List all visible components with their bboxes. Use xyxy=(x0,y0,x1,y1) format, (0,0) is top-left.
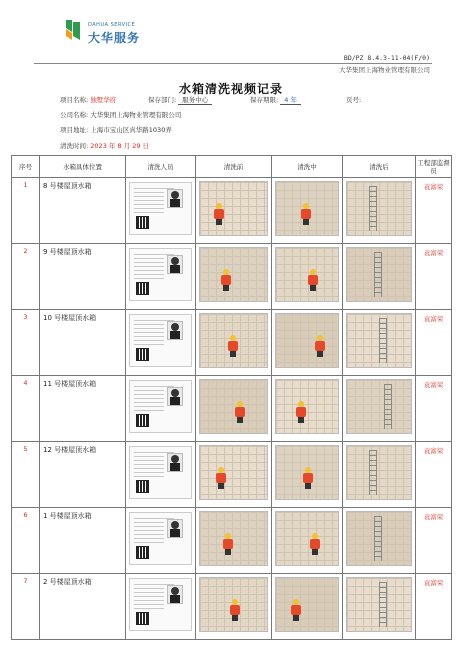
portrait-icon xyxy=(167,453,183,472)
supervisor-signature: 袁富荣 xyxy=(416,376,452,442)
header-divider xyxy=(34,63,432,64)
cleaner-id-card xyxy=(126,574,196,640)
ladder-icon xyxy=(384,384,392,429)
table-row xyxy=(12,310,452,376)
worker-figure-icon xyxy=(296,401,306,423)
before-photo xyxy=(199,379,268,434)
portrait-icon xyxy=(167,255,183,274)
cleaner-id-card xyxy=(126,376,196,442)
during-photo-cell xyxy=(272,244,343,310)
qr-code-icon xyxy=(136,282,149,295)
after-photo-cell xyxy=(343,244,416,310)
before-photo xyxy=(199,577,268,632)
meta-company xyxy=(60,110,181,119)
after-photo-cell xyxy=(343,310,416,376)
qr-code-icon xyxy=(136,546,149,559)
table-row xyxy=(12,244,452,310)
row-index: 2 xyxy=(12,244,40,310)
header-cleaner: 清洗人员 xyxy=(126,156,196,178)
qr-code-icon xyxy=(136,216,149,229)
table-row xyxy=(12,178,452,244)
before-photo-cell xyxy=(196,442,272,508)
table-row xyxy=(12,442,452,508)
table-header-row xyxy=(12,156,452,178)
id-card-image xyxy=(129,182,192,235)
portrait-icon xyxy=(167,519,183,538)
header-company-name: 大华集团上海物业管理有限公司 xyxy=(339,66,430,74)
header-idx: 序号 xyxy=(12,156,40,178)
id-card-image xyxy=(129,380,192,433)
cleaner-id-card xyxy=(126,442,196,508)
worker-figure-icon xyxy=(291,599,301,621)
supervisor-signature: 袁富荣 xyxy=(416,310,452,376)
logo-english-text: DAHUA SERVICE xyxy=(88,22,136,28)
id-card-image xyxy=(129,248,192,301)
before-photo-cell xyxy=(196,508,272,574)
portrait-icon xyxy=(167,585,183,604)
during-photo-cell xyxy=(272,178,343,244)
row-index: 5 xyxy=(12,442,40,508)
ladder-icon xyxy=(379,318,387,363)
worker-figure-icon xyxy=(235,401,245,423)
meta-dept xyxy=(148,95,212,105)
supervisor-signature: 袁富荣 xyxy=(416,574,452,640)
ladder-icon xyxy=(374,252,382,297)
portrait-icon xyxy=(167,321,183,340)
worker-figure-icon xyxy=(228,335,238,357)
table-row xyxy=(12,574,452,640)
after-photo xyxy=(346,445,412,500)
during-photo-cell xyxy=(272,574,343,640)
address-value: 上海市宝山区真华路1030弄 xyxy=(90,126,172,134)
worker-figure-icon xyxy=(216,467,226,489)
before-photo xyxy=(199,511,268,566)
meta-project xyxy=(60,95,116,104)
during-photo xyxy=(275,577,339,632)
tank-location: 9 号楼屋顶水箱 xyxy=(40,244,126,310)
time-label: 清洗时间: xyxy=(60,142,89,150)
cleaner-id-card xyxy=(126,310,196,376)
logo-mark-icon xyxy=(62,18,84,42)
worker-figure-icon xyxy=(214,203,224,225)
page-title: 水箱清洗视频记录 xyxy=(178,82,283,96)
before-photo-cell xyxy=(196,178,272,244)
after-photo-cell xyxy=(343,574,416,640)
tank-location: 12 号楼屋顶水箱 xyxy=(40,442,126,508)
id-card-image xyxy=(129,446,192,499)
ladder-icon xyxy=(369,450,377,495)
header-before: 清洗前 xyxy=(196,156,272,178)
tank-location: 8 号楼屋顶水箱 xyxy=(40,178,126,244)
qr-code-icon xyxy=(136,480,149,493)
during-photo xyxy=(275,511,339,566)
ladder-icon xyxy=(379,582,387,627)
before-photo-cell xyxy=(196,244,272,310)
before-photo xyxy=(199,313,268,368)
ladder-icon xyxy=(374,516,382,561)
dept-value: 服务中心 xyxy=(178,95,212,105)
tank-location: 10 号楼屋顶水箱 xyxy=(40,310,126,376)
after-photo xyxy=(346,247,412,302)
during-photo xyxy=(275,313,339,368)
after-photo-cell xyxy=(343,376,416,442)
address-label: 项目地址: xyxy=(60,126,89,134)
before-photo xyxy=(199,181,268,236)
row-index: 3 xyxy=(12,310,40,376)
row-index: 6 xyxy=(12,508,40,574)
worker-figure-icon xyxy=(310,533,320,555)
portrait-icon xyxy=(167,189,183,208)
during-photo-cell xyxy=(272,376,343,442)
table-row xyxy=(12,376,452,442)
during-photo xyxy=(275,445,339,500)
table-row xyxy=(12,508,452,574)
after-photo xyxy=(346,379,412,434)
cleaner-id-card xyxy=(126,244,196,310)
project-label: 项目名称: xyxy=(60,96,89,104)
row-index: 4 xyxy=(12,376,40,442)
after-photo-cell xyxy=(343,178,416,244)
worker-figure-icon xyxy=(223,533,233,555)
logo-chinese-text: 大华服务 xyxy=(88,31,141,45)
tank-location: 2 号楼屋顶水箱 xyxy=(40,574,126,640)
worker-figure-icon xyxy=(221,269,231,291)
document-code: BD/PZ 8.4.3-11-04(F/0) xyxy=(343,54,430,62)
header-during: 清洗中 xyxy=(272,156,343,178)
company-logo xyxy=(62,18,142,48)
worker-figure-icon xyxy=(308,269,318,291)
portrait-icon xyxy=(167,387,183,406)
cleaner-id-card xyxy=(126,508,196,574)
during-photo-cell xyxy=(272,310,343,376)
during-photo-cell xyxy=(272,442,343,508)
company-value: 大华集团上海物业管理有限公司 xyxy=(90,111,182,119)
ladder-icon xyxy=(369,186,377,231)
meta-page xyxy=(346,95,361,104)
qr-code-icon xyxy=(136,612,149,625)
page-label: 页号: xyxy=(346,96,362,104)
id-card-image xyxy=(129,314,192,367)
header-location: 水箱具体位置 xyxy=(40,156,126,178)
after-photo xyxy=(346,511,412,566)
qr-code-icon xyxy=(136,348,149,361)
time-value: 2023 年 8 月 29 日 xyxy=(90,142,150,150)
tank-location: 1 号楼屋顶水箱 xyxy=(40,508,126,574)
meta-address xyxy=(60,125,172,134)
worker-figure-icon xyxy=(301,203,311,225)
qr-code-icon xyxy=(136,414,149,427)
cleaner-id-card xyxy=(126,178,196,244)
before-photo-cell xyxy=(196,310,272,376)
meta-time xyxy=(60,141,149,150)
before-photo xyxy=(199,445,268,500)
row-index: 1 xyxy=(12,178,40,244)
worker-figure-icon xyxy=(303,467,313,489)
supervisor-signature: 袁富荣 xyxy=(416,508,452,574)
id-card-image xyxy=(129,578,192,631)
worker-figure-icon xyxy=(230,599,240,621)
during-photo xyxy=(275,379,339,434)
after-photo xyxy=(346,181,412,236)
project-value: 独墅华府 xyxy=(90,96,117,104)
header-supervisor: 工程部监督员 xyxy=(416,156,452,178)
after-photo-cell xyxy=(343,442,416,508)
after-photo-cell xyxy=(343,508,416,574)
header-after: 清洗后 xyxy=(343,156,416,178)
row-index: 7 xyxy=(12,574,40,640)
after-photo xyxy=(346,313,412,368)
meta-period xyxy=(250,95,301,105)
during-photo xyxy=(275,181,339,236)
during-photo xyxy=(275,247,339,302)
company-label: 公司名称: xyxy=(60,111,89,119)
worker-figure-icon xyxy=(315,335,325,357)
supervisor-signature: 袁富荣 xyxy=(416,442,452,508)
id-card-image xyxy=(129,512,192,565)
supervisor-signature: 袁富荣 xyxy=(416,244,452,310)
after-photo xyxy=(346,577,412,632)
before-photo-cell xyxy=(196,376,272,442)
before-photo-cell xyxy=(196,574,272,640)
tank-location: 11 号楼屋顶水箱 xyxy=(40,376,126,442)
during-photo-cell xyxy=(272,508,343,574)
dept-label: 保存部门: xyxy=(148,96,177,104)
cleaning-records-table xyxy=(11,155,452,640)
period-label: 保存期限: xyxy=(250,96,279,104)
supervisor-signature: 袁富荣 xyxy=(416,178,452,244)
period-value: 4 年 xyxy=(280,95,301,105)
before-photo xyxy=(199,247,268,302)
